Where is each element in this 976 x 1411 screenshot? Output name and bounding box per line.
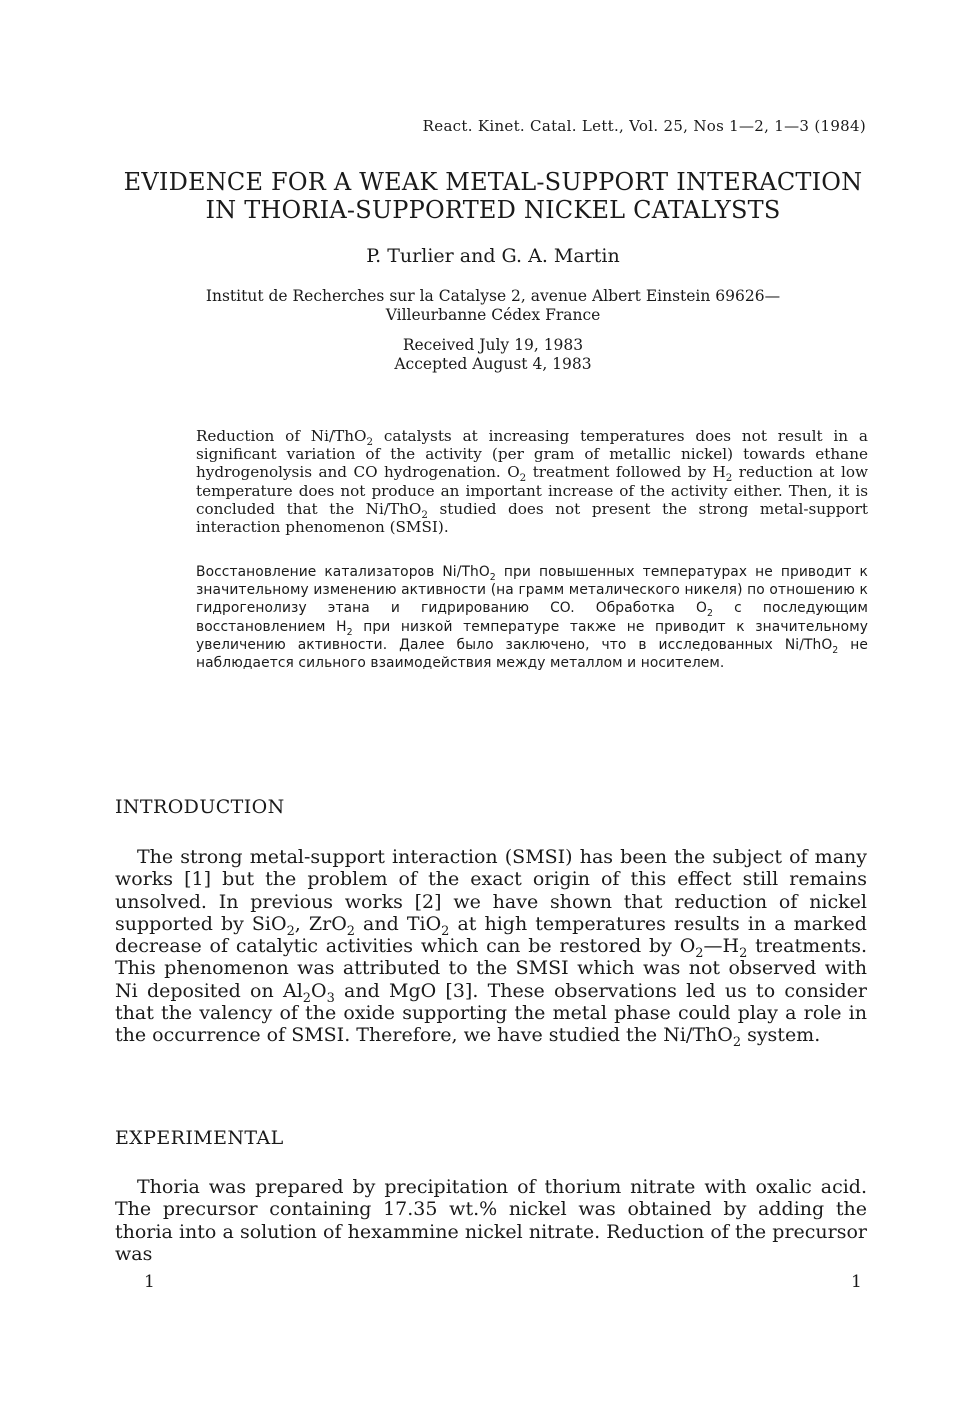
affiliation xyxy=(120,287,866,325)
page-number-right: 1 xyxy=(851,1272,862,1292)
dates xyxy=(110,336,876,374)
introduction-heading: INTRODUCTION xyxy=(115,796,285,818)
authors: P. Turlier and G. A. Martin xyxy=(366,245,620,267)
experimental-paragraph: Thoria was prepared by precipitation of thorium nitrate with oxalic acid. The precursor containing 17.35 wt.% nickel was obtained by adding the thoria into a solution of hexammine nickel nitrate. Reduction of the precursor was xyxy=(115,1176,867,1265)
received-date: Received July 19, 1983 xyxy=(402,336,584,354)
introduction-paragraph: The strong metal-support interaction (SMSI) has been the subject of many works [1] but the problem of the exact origin of this effect still remains unsolved. In previous works [2] we have shown that reduction of nickel supported by SiO$_2$, ZrO$_2$ and TiO$_2$ at high temperatures results in a marked decrease of catalytic activities which can be restored by $O_2—H_2$ treatments. This phenomenon was attributed to the SMSI which was not observed with Ni deposited on $Al_2O_3$ and MgO [3]. These observations led us to consider that the valency of the oxide supporting the metal phase could play a role in the occurrence of SMSI. Therefore, we have studied the Ni/ThO$_2$ system. xyxy=(115,846,868,1051)
affiliation-line-2: Villeurbanne Cédex France xyxy=(385,306,601,324)
title-line-2: IN THORIA-SUPPORTED NICKEL CATALYSTS xyxy=(205,196,781,224)
page-number-left: 1 xyxy=(144,1272,155,1292)
paper-title xyxy=(110,168,876,224)
journal-reference: React. Kinet. Catal. Lett., Vol. 25, Nos 1—2, 1—3 (1984) xyxy=(422,117,866,135)
abstract-russian: Восстановление катализаторов Ni/ThO$_2$ при повышенных температурах не приводит к значительному изменению активности (на грамм металического никеля) по отношению к гидрогенолизу этана и гидрированию CO. Обработка $O_2$ с последующим восстановлением $H_2$ при низкой температуре также не приводит к значительному увеличению активности. Далее было заключено, что в исследованных Ni/ThO$_2$ не наблюдается сильного взаимодействия между металлом и носителем. xyxy=(196,564,868,672)
abstract-english: Reduction of Ni/ThO$_2$ catalysts at increasing temperatures does not result in a significant variation of the activity (per gram of metallic nickel) towards ethane hydrogenolysis and CO hydrogenation. $O_2$ treatment followed by $H_2$ reduction at low temperature does not produce an important increase of the activity either. Then, it is concluded that the Ni/ThO$_2$ studied does not present the strong metal-support interaction phenomenon (SMSI). xyxy=(196,427,868,537)
experimental-heading: EXPERIMENTAL xyxy=(115,1127,284,1149)
title-line-1: EVIDENCE FOR A WEAK METAL-SUPPORT INTERACTION xyxy=(123,168,863,196)
affiliation-line-1: Institut de Recherches sur la Catalyse 2, avenue Albert Einstein 69626— xyxy=(205,287,781,305)
accepted-date: Accepted August 4, 1983 xyxy=(394,355,592,373)
